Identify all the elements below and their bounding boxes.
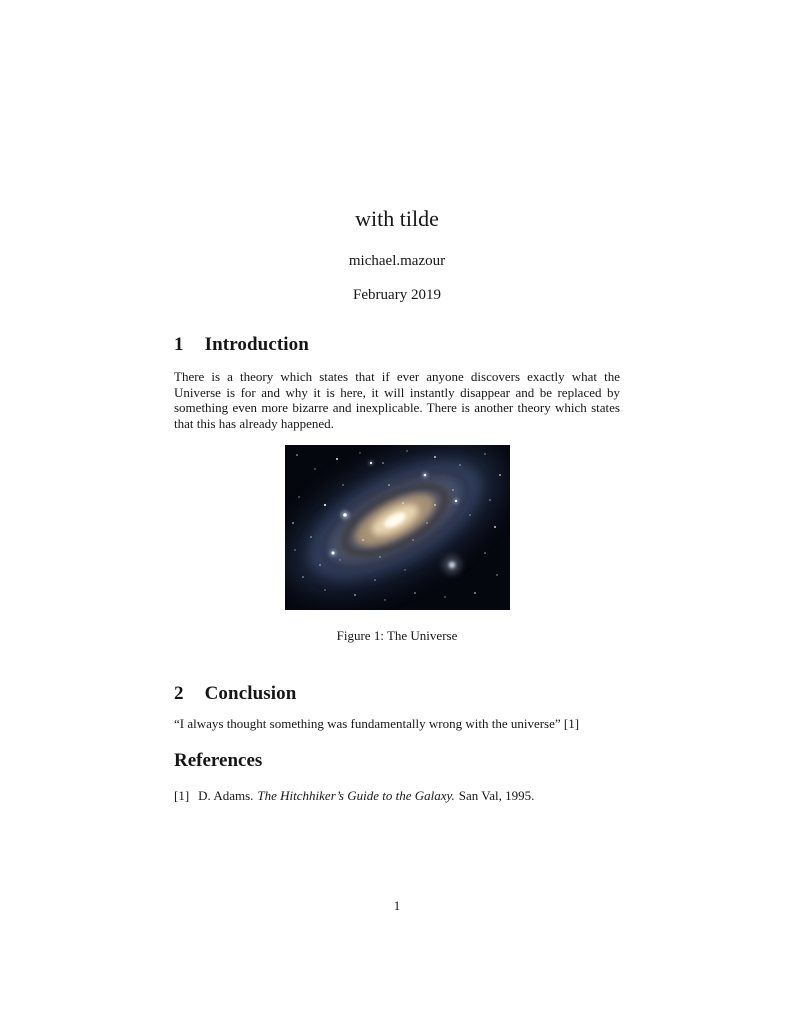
reference-entry	[174, 788, 620, 804]
figure-block	[174, 445, 620, 643]
document-date: February 2019	[353, 286, 441, 303]
universe-galaxy-image	[285, 445, 510, 610]
document-author: michael.mazour	[348, 253, 446, 270]
reference-author: D. Adams.	[198, 788, 254, 804]
section-number: 1	[174, 334, 184, 356]
section-title: Conclusion	[204, 682, 297, 704]
document-title: with tilde	[355, 206, 439, 231]
references-heading: References	[174, 750, 263, 772]
figure-caption: Figure 1: The Universe	[336, 627, 458, 643]
section-number: 2	[174, 682, 184, 704]
reference-text	[198, 788, 538, 804]
introduction-paragraph: There is a theory which states that if ever anyone discovers exactly what the Universe is for and why it is here, it will instantly disappear and be replaced by something even more bizarre and inexplicable. There is another theory which states that this has already happened.	[174, 369, 620, 431]
page-number: 1	[393, 898, 401, 913]
reference-publisher: San Val, 1995.	[458, 788, 535, 804]
conclusion-paragraph: “I always thought something was fundamentally wrong with the universe” [1]	[174, 715, 580, 731]
section-heading-conclusion	[174, 683, 620, 705]
reference-label: [1]	[174, 788, 190, 804]
section-heading-introduction	[174, 334, 620, 356]
section-title: Introduction	[204, 334, 309, 356]
reference-title: The Hitchhiker’s Guide to the Galaxy.	[257, 788, 455, 804]
